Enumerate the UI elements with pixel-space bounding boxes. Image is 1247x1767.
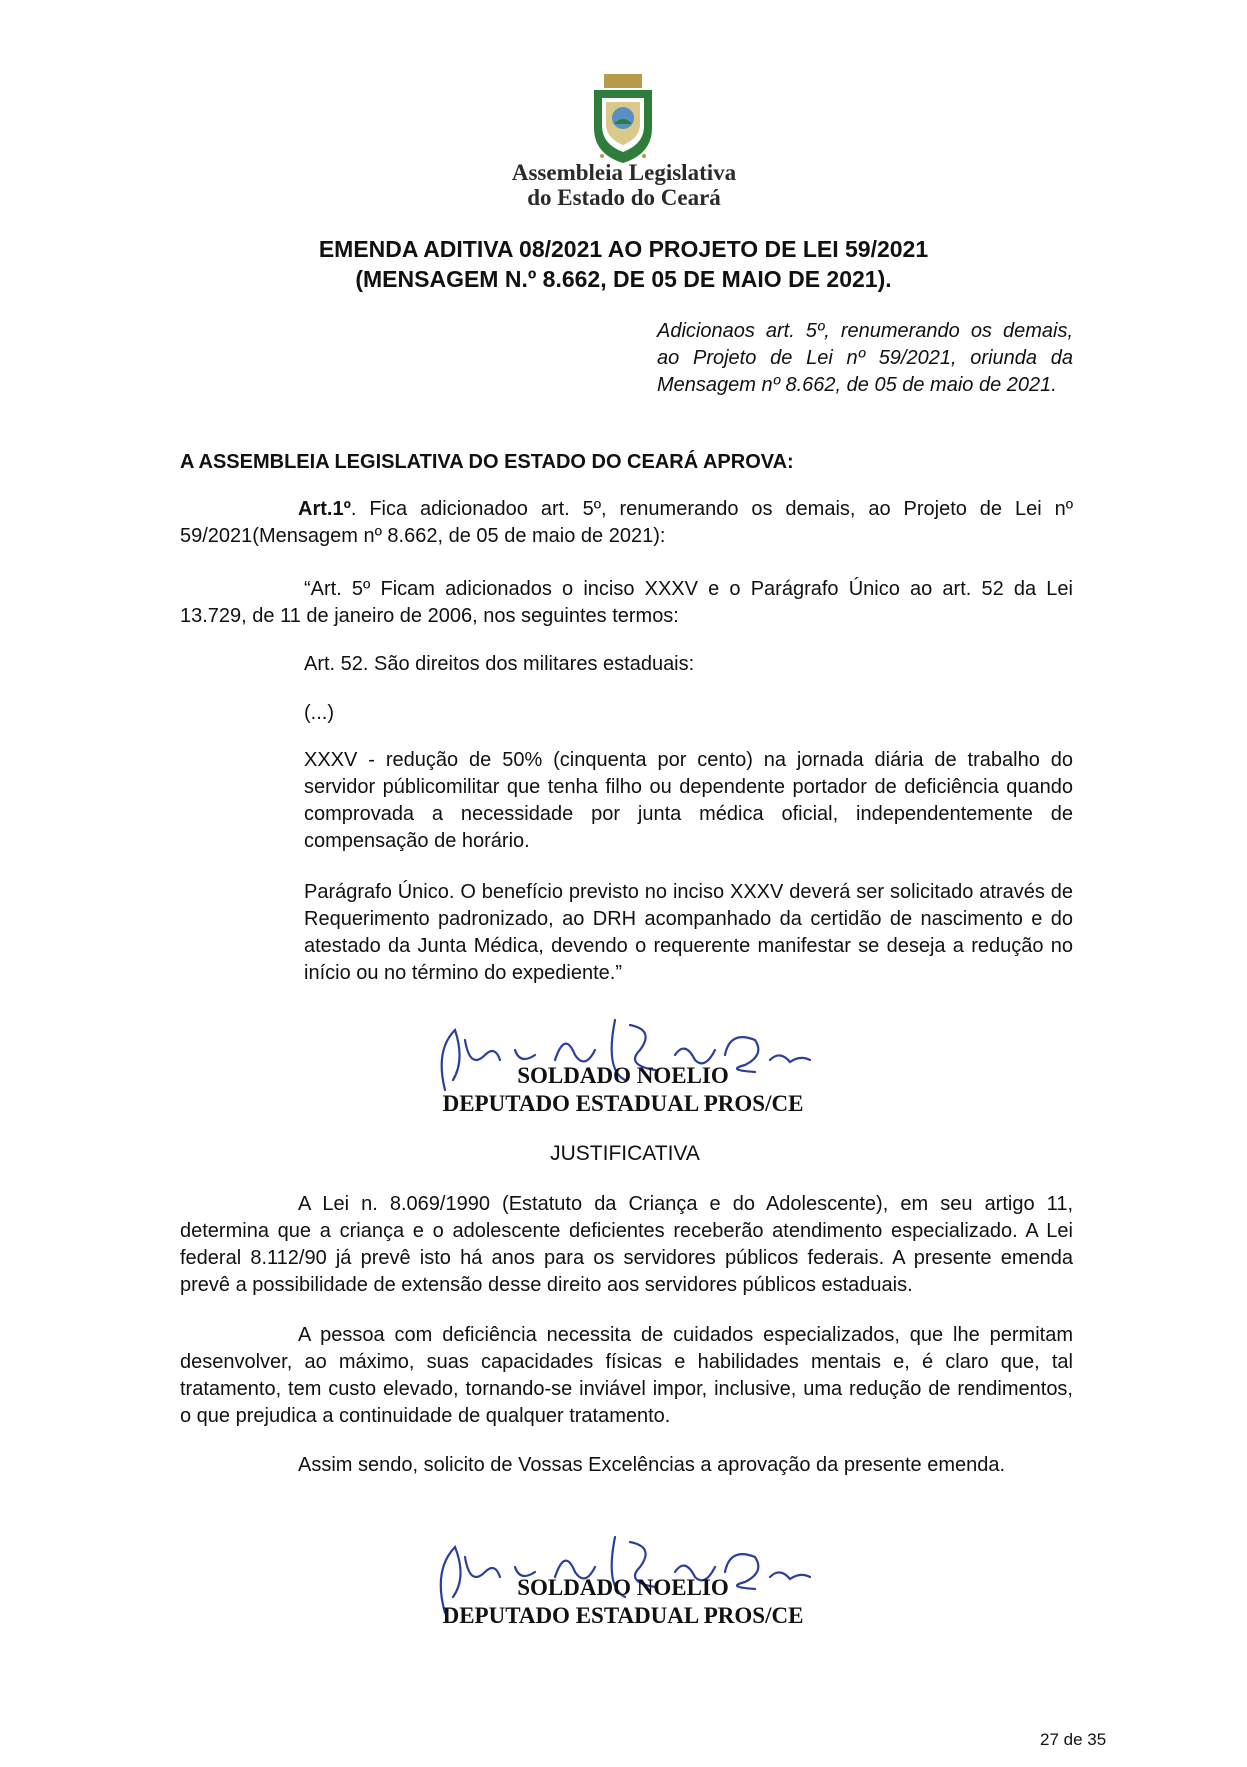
justificativa-heading: JUSTIFICATIVA: [550, 1142, 700, 1165]
article-5-quote: “Art. 5º Ficam adicionados o inciso XXXV e o Parágrafo Único ao art. 52 da Lei 13.729, de 11 de janeiro de 2006, nos seguintes termos:: [180, 578, 1073, 627]
inciso-xxxv: XXXV - redução de 50% (cinquenta por cento) na jornada diária de trabalho do servidor públicomilitar que tenha filho ou dependente portador de deficiência quando comprovada a necessidade por junta médica oficial, independentemente de compensação de horário.: [304, 749, 1073, 852]
article-1-text: . Fica adicionadoo art. 5º, renumerando os demais, ao Projeto de Lei nº 59/2021(Mensagem nº 8.662, de 05 de maio de 2021):: [180, 498, 1073, 547]
ementa-summary: Adicionaos art. 5º, renumerando os demais, ao Projeto de Lei nº 59/2021, oriunda da Mensagem nº 8.662, de 05 de maio de 2021.: [657, 320, 1073, 396]
article-52-caput: Art. 52. São direitos dos militares estaduais:: [304, 653, 695, 675]
signatory-role-2: DEPUTADO ESTADUAL PROS/CE: [442, 1603, 804, 1628]
signatory-name-2: SOLDADO NOELIO: [517, 1575, 729, 1600]
page-number: 27 de 35: [1040, 1730, 1107, 1749]
justificativa-paragraph-2: A pessoa com deficiência necessita de cuidados especializados, que lhe permitam desenvolver, ao máximo, suas capacidades físicas e habilidades mentais e, é claro que, tal tratamento, tem custo elevado, tornando-se inviável impor, inclusive, uma redução de rendimentos, o que prejudica a continuidade de qualquer tratamento.: [180, 1324, 1073, 1427]
paragrafo-unico: Parágrafo Único. O benefício previsto no inciso XXXV deverá ser solicitado através de Requerimento padronizado, ao DRH acompanhado da certidão de nascimento e do atestado da Junta Médica, devendo o requerente manifestar se deseja a redução no início ou no término do expediente.”: [304, 881, 1073, 984]
article-1-label: Art.1º: [298, 498, 351, 520]
org-name-line1: Assembleia Legislativa: [511, 160, 737, 185]
document-title-line2: (MENSAGEM N.º 8.662, DE 05 DE MAIO DE 2021).: [355, 266, 892, 292]
document-title-line1: EMENDA ADITIVA 08/2021 AO PROJETO DE LEI 59/2021: [318, 236, 929, 262]
coat-of-arms-emblem: [590, 74, 656, 164]
ellipsis: (...): [304, 702, 334, 724]
org-name-line2: do Estado do Ceará: [527, 185, 721, 210]
justificativa-paragraph-3: Assim sendo, solicito de Vossas Excelências a aprovação da presente emenda.: [298, 1454, 1006, 1476]
signatory-name-1: SOLDADO NOELIO: [517, 1063, 729, 1088]
approval-heading: A ASSEMBLEIA LEGISLATIVA DO ESTADO DO CEARÁ APROVA:: [180, 451, 794, 473]
article-1: [180, 496, 1073, 550]
justificativa-paragraph-1: A Lei n. 8.069/1990 (Estatuto da Criança e do Adolescente), em seu artigo 11, determina que a criança e o adolescente deficientes receberão atendimento especializado. A Lei federal 8.112/90 já prevê isto há anos para os servidores públicos federais. A presente emenda prevê a possibilidade de extensão desse direito aos servidores públicos estaduais.: [180, 1193, 1073, 1296]
signatory-role-1: DEPUTADO ESTADUAL PROS/CE: [442, 1091, 804, 1116]
